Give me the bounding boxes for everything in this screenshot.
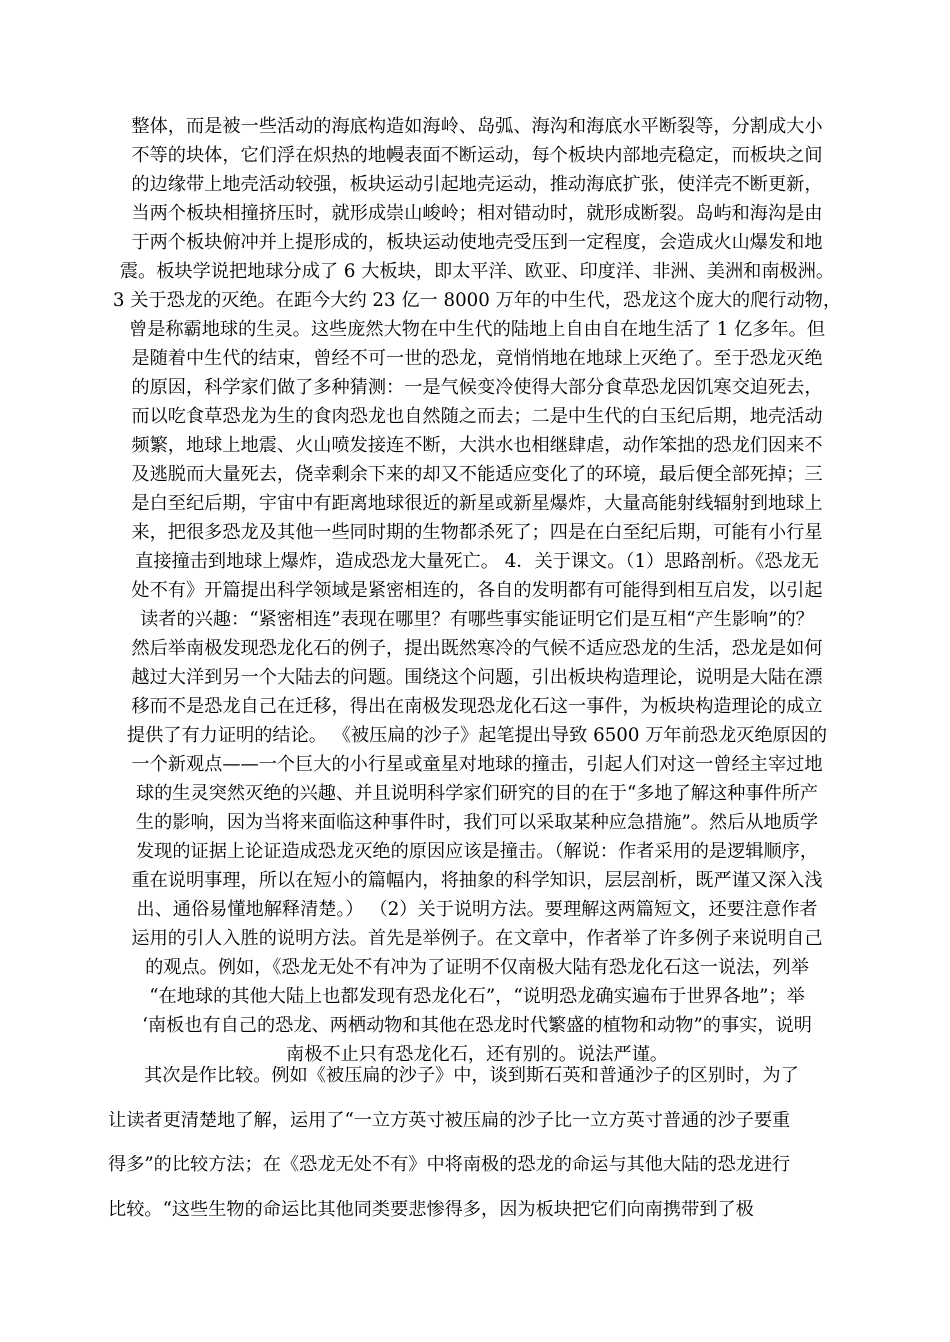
text-line: 其次是作比较。例如《被压扁的沙子》中，谈到斯石英和普通沙子的区别时，为了 [144, 1066, 799, 1086]
text-line: 频繁，地球上地震、火山喷发接连不断，大洪水也相继肆虐，动作笨拙的恐龙们因来不 [131, 435, 823, 456]
text-line: 3 关于恐龙的灭绝。在距今大约 23 亿一 8000 万年的中生代，恐龙这个庞大的爬行动物， [112, 290, 842, 311]
text-line: 然后举南极发现恐龙化石的例子，提出既然寒冷的气候不适应恐龙的生活，恐龙是如何 [131, 638, 823, 659]
text-line: 的边缘带上地壳活动较强，板块运动引起地壳运动，推动海底扩张，使洋壳不断更新， [131, 174, 823, 195]
text-line: 当两个板块相撞挤压时，就形成崇山峻岭；相对错动时，就形成断裂。岛屿和海沟是由 [131, 203, 823, 224]
text-line: 是白至纪后期，宇宙中有距离地球很近的新星或新星爆炸，大量高能射线辐射到地球上 [131, 493, 823, 514]
text-line: 来，把很多恐龙及其他一些同时期的生物都杀死了；四是在白至纪后期，可能有小行星 [131, 522, 823, 543]
text-line: 比较。“这些生物的命运比其他同类要悲惨得多，因为板块把它们向南携带到了极 [108, 1199, 754, 1220]
text-line: “在地球的其他大陆上也都发现有恐龙化石”，“说明恐龙确实遍布于世界各地”；举 [149, 986, 805, 1007]
text-line: 于两个板块俯冲并上提形成的，板块运动使地壳受压到一定程度，会造成火山爆发和地 [131, 232, 823, 253]
text-line: 震。板块学说把地球分成了 6 大板块，即太平洋、欧亚、印度洋、非洲、美洲和南极洲。 [119, 261, 835, 282]
text-line: 运用的引人入胜的说明方法。首先是举例子。在文章中，作者举了许多例子来说明自己 [131, 928, 823, 949]
text-line: 读者的兴趣：“紧密相连”表现在哪里？有哪些事实能证明它们是互相“产生影响”的？ [140, 609, 814, 630]
text-line: 发现的证据上论证造成恐龙灭绝的原因应该是撞击。（解说：作者采用的是逻辑顺序， [135, 841, 819, 862]
text-line: 不等的块体，它们浮在炽热的地幔表面不断运动，每个板块内部地壳稳定，而板块之间 [131, 145, 823, 166]
text-line: 一个新观点——一个巨大的小行星或童星对地球的撞击，引起人们对这一曾经主宰过地 [131, 754, 823, 775]
paragraph-comparison [108, 1066, 846, 1244]
body-text [108, 112, 846, 1069]
text-line: 得多”的比较方法；在《恐龙无处不有》中将南极的恐龙的命运与其他大陆的恐龙进行 [108, 1155, 791, 1175]
text-line: 处不有》开篇提出科学领域是紧密相连的，各自的发明都有可能得到相互启发，以引起 [131, 580, 823, 601]
text-line: 移而不是恐龙自己在迁移，得出在南极发现恐龙化石这一事件，为板块构造理论的成立 [131, 696, 823, 717]
text-line: 越过大洋到另一个大陆去的问题。围绕这个问题，引出板块构造理论，说明是大陆在漂 [131, 667, 823, 688]
text-line: 球的生灵突然灭绝的兴趣、并且说明科学家们研究的目的在于“多地了解这种事件所产 [135, 783, 819, 804]
text-line: 南极不止只有恐龙化石，还有别的。说法严谨。 [286, 1044, 668, 1065]
text-line: 重在说明事理，所以在短小的篇幅内，将抽象的科学知识，层层剖析，既严谨又深入浅 [131, 870, 823, 891]
text-line: 的观点。例如，《恐龙无处不有冲为了证明不仅南极大陆有恐龙化石这一说法，列举 [145, 957, 809, 978]
text-line: 及逃脱而大量死去，侥幸剩余下来的却又不能适应变化了的环境，最后便全部死掉；三 [131, 464, 823, 485]
text-line: 的原因，科学家们做了多种猜测：一是气候变冷使得大部分食草恐龙因饥寒交迫死去， [131, 377, 823, 398]
text-line: 让读者更清楚地了解，运用了“一立方英寸被压扁的沙子比一立方英寸普通的沙子要重 [108, 1110, 791, 1131]
text-line: 生的影响，因为当将来面临这种事件时，我们可以采取某种应急措施”。然后从地质学 [135, 812, 819, 833]
text-line: ‘南板也有自己的恐龙、两栖动物和其他在恐龙时代繁盛的植物和动物”的事实，说明 [142, 1015, 812, 1036]
text-line: 整体，而是被一些活动的海底构造如海岭、岛弧、海沟和海底水平断裂等，分割成大小 [131, 116, 823, 137]
text-line: 直接撞击到地球上爆炸，造成恐龙大量死亡。 4．关于课文。（1）思路剖析。《恐龙无 [135, 551, 819, 572]
text-line: 曾是称霸地球的生灵。这些庞然大物在中生代的陆地上自由自在地生活了 1 亿多年。但 [128, 319, 826, 340]
text-line: 出、通俗易懂地解释清楚。） （2）关于说明方法。要理解这两篇短文，还要注意作者 [136, 899, 818, 920]
text-line: 提供了有力证明的结论。 《被压扁的沙子》起笔提出导致 6500 万年前恐龙灭绝原因的 [126, 725, 828, 746]
text-line: 是随着中生代的结束，曾经不可一世的恐龙，竟悄悄地在地球上灭绝了。至于恐龙灭绝 [131, 348, 823, 369]
text-line: 而以吃食草恐龙为生的食肉恐龙也自然随之而去；二是中生代的白玉纪后期，地壳活动 [131, 406, 823, 427]
